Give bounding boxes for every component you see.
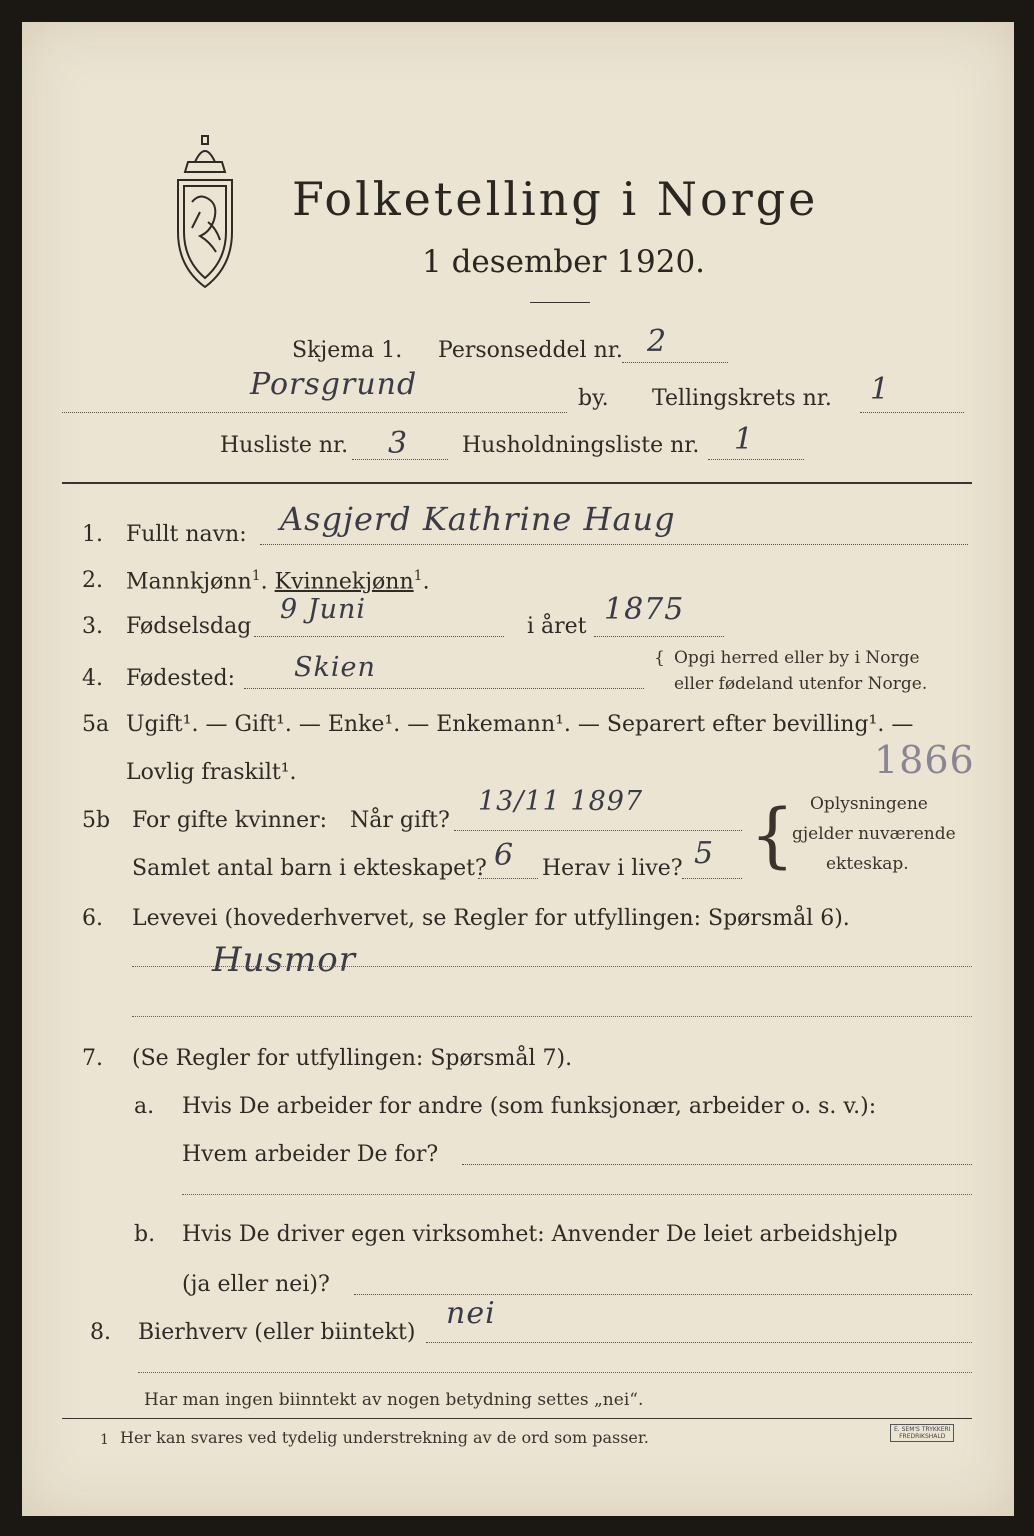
- q4-number: 4.: [82, 666, 103, 691]
- footnote-text: Her kan svares ved tydelig understrekning av de ord som passer.: [120, 1428, 649, 1447]
- q3-year-line: [594, 636, 724, 637]
- q5a-divorced-option[interactable]: Lovlig fraskilt¹.: [126, 760, 297, 785]
- kvinnekjonn-footnote-mark: 1: [413, 568, 423, 584]
- q3-year-label: i året: [527, 614, 587, 639]
- personseddel-label: Personseddel nr.: [438, 338, 623, 363]
- title-divider: [530, 302, 590, 303]
- q7a-line1: Hvis De arbeider for andre (som funksjonær, arbeider o. s. v.):: [182, 1094, 877, 1119]
- tellingskrets-value[interactable]: 1: [870, 372, 891, 407]
- q8-number: 8.: [90, 1320, 111, 1345]
- kvinnekjonn-option[interactable]: Kvinnekjønn: [274, 569, 414, 595]
- mannkjonn-footnote-mark: 1: [251, 568, 261, 584]
- husholdningsliste-line: [708, 459, 804, 460]
- q7-number: 7.: [82, 1046, 103, 1071]
- q2-separator: .: [260, 569, 275, 595]
- q1-label: Fullt navn:: [126, 522, 247, 547]
- q4-note-brace-1: {: [654, 648, 665, 668]
- margin-note-year: 1866: [874, 738, 975, 782]
- mannkjonn-option[interactable]: Mannkjønn: [126, 569, 252, 595]
- by-label: by.: [578, 386, 609, 411]
- occupation-value[interactable]: Husmor: [212, 940, 356, 980]
- husholdningsliste-value[interactable]: 1: [734, 422, 755, 457]
- header-divider: [62, 482, 972, 484]
- q1-line: [260, 544, 968, 545]
- tellingskrets-line: [860, 412, 964, 413]
- children-alive-value[interactable]: 5: [694, 836, 715, 871]
- skjema-label: Skjema 1.: [292, 338, 403, 363]
- census-date: 1 desember 1920.: [422, 244, 706, 280]
- q7b-number: b.: [134, 1222, 156, 1247]
- q5b-children-label: Samlet antal barn i ekteskapet?: [132, 856, 487, 881]
- q7b-line1: Hvis De driver egen virksomhet: Anvender De leiet arbeidshjelp: [182, 1222, 898, 1247]
- q7a-line-2: [182, 1194, 972, 1195]
- q4-note-line2: eller fødeland utenfor Norge.: [674, 674, 928, 694]
- form-title: Folketelling i Norge: [292, 172, 819, 226]
- q8-line-2: [138, 1372, 972, 1373]
- personseddel-line: [622, 362, 728, 363]
- q7a-number: a.: [134, 1094, 155, 1119]
- footnote-mark: 1: [100, 1432, 109, 1448]
- q3-number: 3.: [82, 614, 103, 639]
- q6-label: Levevei (hovederhvervet, se Regler for utfyllingen: Spørsmål 6).: [132, 906, 850, 931]
- q6-line-1: [132, 966, 972, 967]
- q5b-children-line: [478, 878, 538, 879]
- q1-number: 1.: [82, 522, 103, 547]
- q8-line: [426, 1342, 972, 1343]
- full-name-value[interactable]: Asgjerd Kathrine Haug: [280, 500, 676, 538]
- q5b-note-brace: {: [750, 794, 795, 876]
- q5b-label: For gifte kvinner:: [132, 808, 328, 833]
- q7b-answer-line[interactable]: [354, 1294, 972, 1295]
- q7a-employer-line[interactable]: [462, 1164, 972, 1165]
- q3-day-line: [254, 636, 504, 637]
- birthplace-value[interactable]: Skien: [294, 652, 376, 683]
- q5b-alive-label: Herav i live?: [542, 856, 683, 881]
- husliste-value[interactable]: 3: [388, 426, 409, 461]
- q4-line: [244, 688, 644, 689]
- printer-stamp: [890, 1424, 954, 1442]
- q3-label: Fødselsdag: [126, 614, 252, 639]
- side-income-value[interactable]: nei: [446, 1296, 496, 1331]
- q6-line-2: [132, 1016, 972, 1017]
- city-value[interactable]: Porsgrund: [250, 367, 418, 402]
- printer-line2: FREDRIKSHALD: [899, 1433, 946, 1440]
- q5b-married-line: [454, 830, 742, 831]
- q2-number: 2.: [82, 568, 103, 593]
- coat-of-arms-icon: [170, 132, 240, 292]
- tellingskrets-label: Tellingskrets nr.: [652, 386, 832, 411]
- q2-sex-options: Mannkjønn$^1$. Kvinnekjønn$^1$.: [126, 568, 430, 595]
- children-count-value[interactable]: 6: [494, 838, 515, 873]
- q5b-alive-line: [682, 878, 742, 879]
- q5a-marital-options[interactable]: Ugift¹. — Gift¹. — Enke¹. — Enkemann¹. — Separert efter bevilling¹. —: [126, 712, 914, 737]
- husholdningsliste-label: Husholdningsliste nr.: [462, 433, 700, 458]
- q5b-note-line1: Oplysningene: [810, 794, 928, 814]
- birth-day-value[interactable]: 9 Juni: [280, 594, 366, 625]
- personseddel-value[interactable]: 2: [647, 324, 668, 359]
- census-form-page: [22, 22, 1014, 1516]
- q4-note-line1: Opgi herred eller by i Norge: [674, 648, 920, 668]
- footer-note: Har man ingen biinntekt av nogen betydning settes „nei“.: [144, 1390, 644, 1410]
- married-date-value[interactable]: 13/11 1897: [478, 786, 644, 817]
- printer-line1: E. SEM'S TRYKKERI: [894, 1426, 951, 1433]
- q5b-note-line3: ekteskap.: [826, 854, 909, 874]
- q7-label: (Se Regler for utfyllingen: Spørsmål 7).: [132, 1046, 573, 1071]
- q5b-note-line2: gjelder nuværende: [792, 824, 956, 844]
- q4-label: Fødested:: [126, 666, 236, 691]
- q7a-line2: Hvem arbeider De for?: [182, 1142, 439, 1167]
- birth-year-value[interactable]: 1875: [604, 592, 685, 627]
- q5a-number: 5a: [82, 712, 110, 737]
- q7b-line2: (ja eller nei)?: [182, 1272, 330, 1297]
- q8-label: Bierhverv (eller biintekt): [138, 1320, 416, 1345]
- husliste-label: Husliste nr.: [220, 433, 349, 458]
- q6-number: 6.: [82, 906, 103, 931]
- q5b-married-label: Når gift?: [350, 808, 450, 833]
- city-line: [62, 412, 567, 413]
- footer-divider: [62, 1418, 972, 1419]
- q5b-number: 5b: [82, 808, 111, 833]
